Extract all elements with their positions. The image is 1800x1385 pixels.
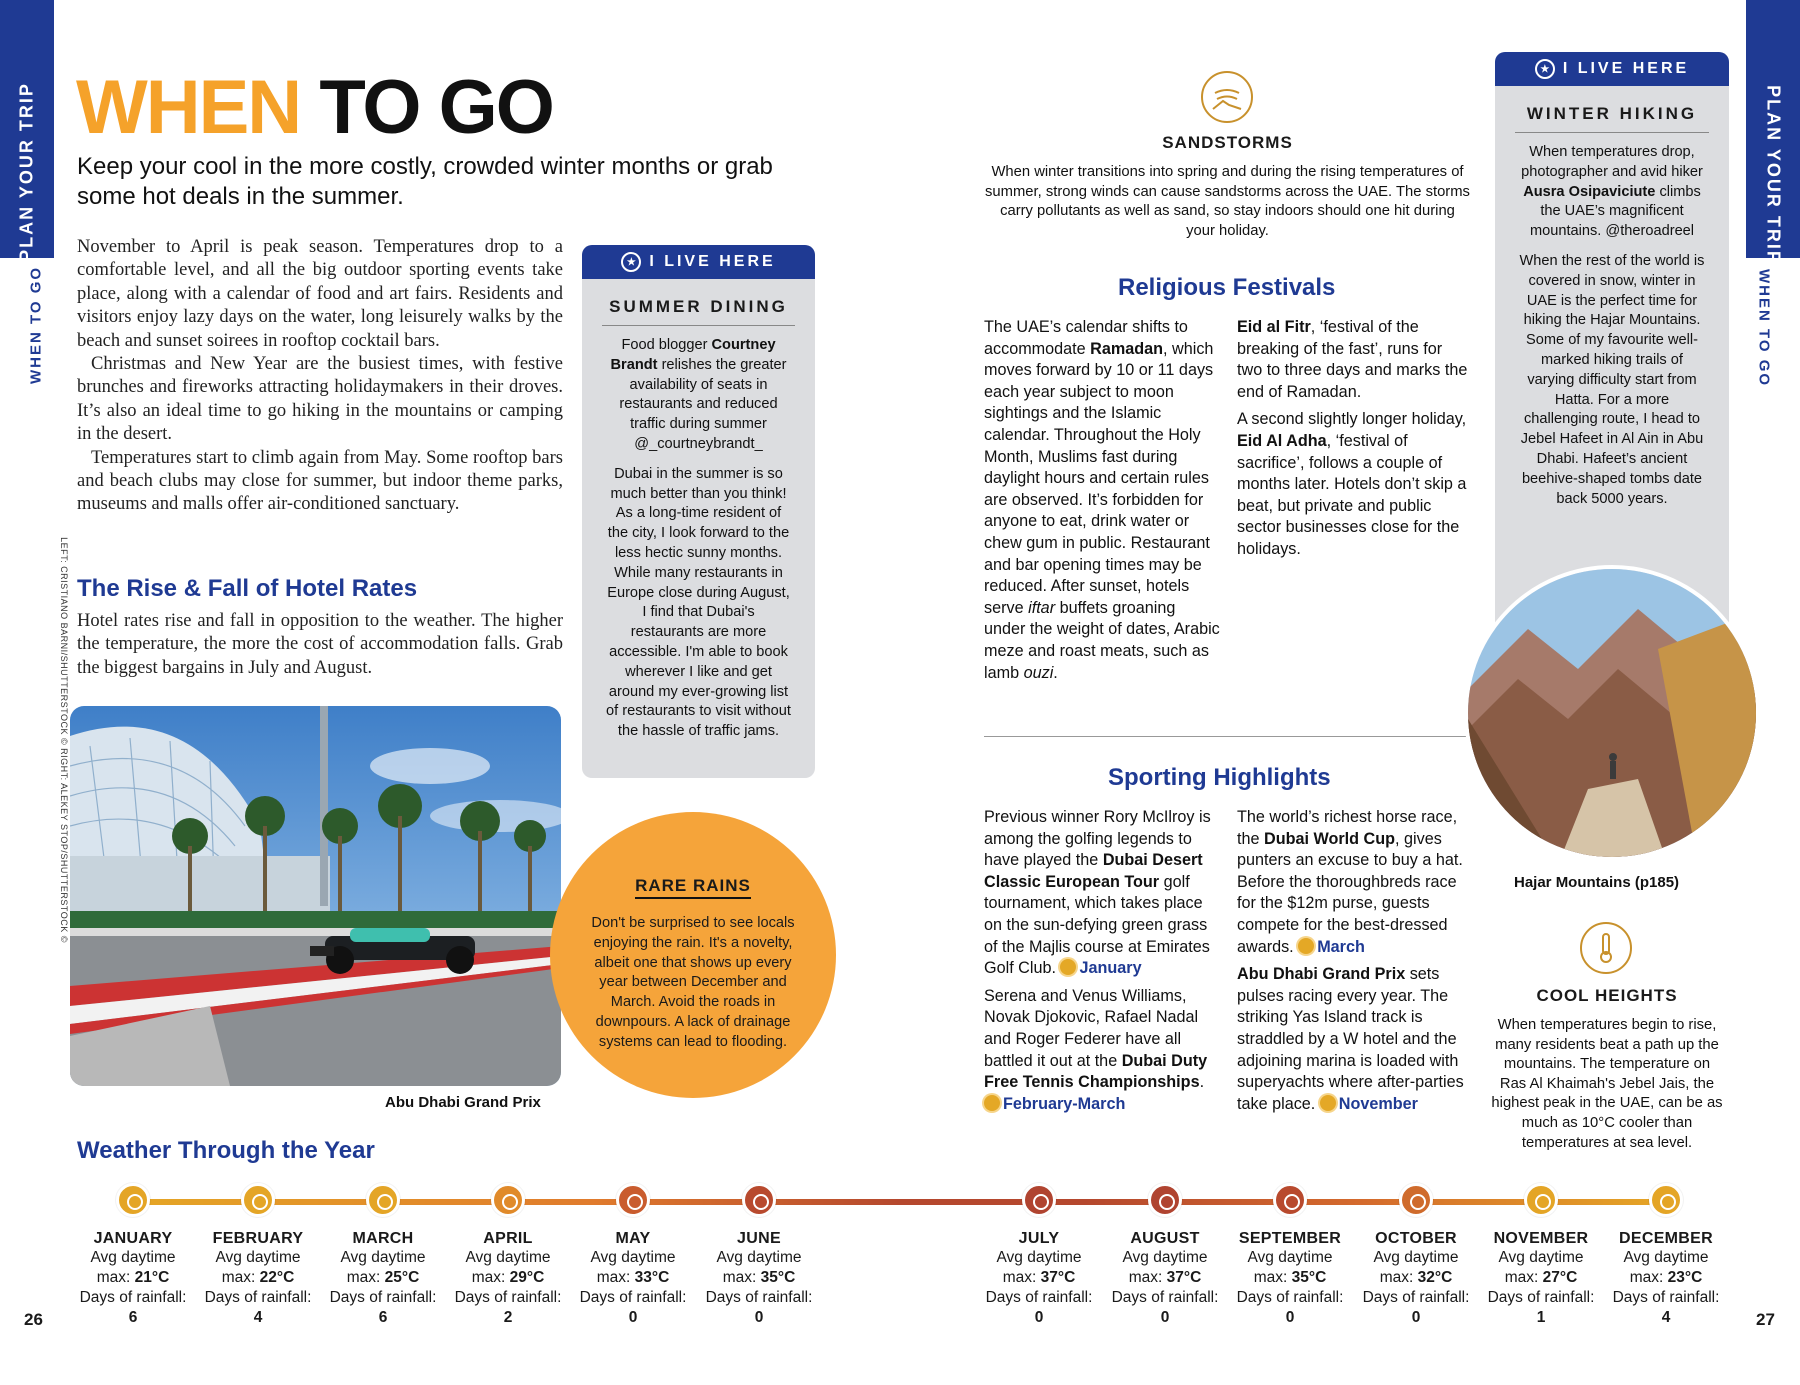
avg-daytime-label: Avg daytime	[1247, 1249, 1333, 1266]
weather-month	[573, 1183, 693, 1328]
eid-al-adha-text-c: , ‘festival of sacrifice’, follows a couple of months later. Hotels don’t skip a beat, but private and public sector businesses close for the holidays.	[1237, 431, 1467, 558]
sporting-col-2	[1237, 807, 1471, 1115]
body-paragraph-1: November to April is peak season. Temperatures drop to a comfortable level, and all the big outdoor sporting events take place, along with a calendar of food and art fairs. Residents and visitors enjoy lazy days on the water, long leisurely walks by the beach and sunset soirees in rooftop cocktail bars.	[77, 237, 563, 351]
title-to-go: TO GO	[319, 65, 553, 150]
photo-credit: LEFT: CRISTIANO BARNI/SHUTTERSTOCK © RIGHT: ALEKEY STOP/SHUTTERSTOCK ©	[59, 537, 69, 943]
world-cup-name: Dubai World Cup	[1264, 829, 1396, 848]
winter-hiking-photographer-name: Ausra Osipaviciute	[1523, 183, 1656, 200]
eid-al-fitr-text: , ‘festival of the breaking of the fast’, runs for two to three days and marks the end of Ramadan.	[1237, 318, 1468, 401]
page-title	[76, 65, 553, 150]
religious-festivals-heading: Religious Festivals	[1118, 274, 1336, 301]
sporting-highlights-heading: Sporting Highlights	[1108, 764, 1331, 791]
max-value: 23°C	[1667, 1269, 1703, 1286]
rainfall-label: Days of rainfall:	[985, 1289, 1093, 1306]
cool-heights-title: COOL HEIGHTS	[1536, 986, 1678, 1005]
rainfall-label: Days of rainfall:	[1487, 1289, 1595, 1306]
hotel-rates-text: Hotel rates rise and fall in opposition to the weather. The higher the temperature, the more the cost of accommodation falls. Grab the biggest bargains in July and August.	[77, 611, 563, 678]
sun-icon	[1649, 1183, 1683, 1217]
hajar-mountains-photo	[1464, 565, 1760, 861]
intro-text: Keep your cool in the more costly, crowded winter months or grab some hot deals in the summer.	[77, 153, 773, 210]
grand-prix-when	[1320, 1095, 1418, 1113]
rainfall-label: Days of rainfall:	[1111, 1289, 1219, 1306]
max-temp	[323, 1268, 443, 1288]
sporting-col-1	[984, 807, 1220, 1115]
max-label: max:	[722, 1269, 761, 1286]
ouzi-term: ouzi	[1023, 663, 1054, 682]
avg-daytime-label: Avg daytime	[1623, 1249, 1709, 1266]
month-name: NOVEMBER	[1493, 1230, 1589, 1247]
sun-icon	[1022, 1183, 1056, 1217]
max-temp	[573, 1268, 693, 1288]
sun-icon	[241, 1183, 275, 1217]
sun-icon	[1320, 1095, 1336, 1111]
page-number-right: 27	[1756, 1310, 1775, 1329]
eid-al-adha-term: Eid Al Adha	[1237, 431, 1327, 450]
max-value: 22°C	[259, 1269, 295, 1286]
max-label: max:	[221, 1269, 260, 1286]
grand-prix-paragraph	[1237, 964, 1471, 1115]
winter-hiking-intro-post: climbs the UAE’s magnificent mountains. @theroadreel	[1529, 183, 1701, 240]
iftar-term: iftar	[1028, 598, 1056, 617]
horse-when	[1298, 938, 1365, 956]
tennis-event-name: Dubai Duty Free Tennis Championships	[984, 1051, 1208, 1092]
max-temp	[1481, 1268, 1601, 1288]
tennis-when	[984, 1095, 1125, 1113]
max-temp	[1356, 1268, 1476, 1288]
max-label: max:	[1504, 1269, 1543, 1286]
rainfall-label: Days of rainfall:	[79, 1289, 187, 1306]
rainfall-days: 0	[628, 1309, 638, 1326]
max-label: max:	[346, 1269, 385, 1286]
grand-prix-photo	[70, 706, 561, 1086]
sun-icon	[1060, 959, 1076, 975]
rainfall-label: Days of rainfall:	[1236, 1289, 1344, 1306]
weather-month	[979, 1183, 1099, 1328]
winter-hiking-intro	[1517, 143, 1707, 242]
max-temp	[979, 1268, 1099, 1288]
golf-text-c: golf tournament, which takes place on the sun-defying green grass of the Majlis course at Emirates Golf Club.	[984, 872, 1210, 978]
rainfall-days: 1	[1536, 1309, 1546, 1326]
tennis-text-c: .	[1199, 1073, 1205, 1092]
month-name: FEBRUARY	[212, 1230, 304, 1247]
side-tab-right	[1746, 0, 1800, 265]
side-sub-left: WHEN TO GO	[27, 265, 45, 385]
max-label: max:	[596, 1269, 635, 1286]
horse-race-paragraph	[1237, 807, 1471, 958]
max-value: 29°C	[509, 1269, 545, 1286]
religious-text-e: buffets groaning under the weight of dates, Arabic meze and roast meats, such as lamb	[984, 598, 1220, 682]
summer-dining-intro	[604, 336, 793, 455]
max-temp	[1105, 1268, 1225, 1288]
rainfall-days: 0	[1285, 1309, 1295, 1326]
golf-event-name: Dubai Desert Classic European Tour	[984, 851, 1203, 891]
eid-al-fitr-paragraph	[1237, 317, 1471, 403]
max-value: 25°C	[384, 1269, 420, 1286]
summer-dining-header	[582, 245, 815, 279]
page-number-left: 26	[24, 1310, 43, 1329]
rare-rains-title-text: RARE RAINS	[635, 876, 751, 899]
winter-hiking-header	[1495, 52, 1729, 86]
body-text	[77, 236, 563, 517]
mountains-illustration	[1468, 569, 1760, 861]
avg-daytime-label: Avg daytime	[1373, 1249, 1459, 1266]
max-value: 21°C	[134, 1269, 170, 1286]
location-pin-icon: ★	[1535, 59, 1555, 79]
tennis-text-a: Serena and Venus Williams, Novak Djokovic, Rafael Nadal and Roger Federer have all battled it out at the	[984, 986, 1199, 1070]
sun-icon	[366, 1183, 400, 1217]
sandstorms-text: When winter transitions into spring and during the rising temperatures of summer, strong winds can cause sandstorms across the UAE. The storms carry pollutants as well as sand, so stay indoors should one hit during your holiday.	[985, 164, 1470, 239]
sun-icon	[742, 1183, 776, 1217]
golf-text-a: Previous winner Rory McIlroy is among the golfing legends to have played the	[984, 808, 1211, 870]
body-paragraph-2: Christmas and New Year are the busiest times, with festive brunches and fireworks attracting holidaymakers in their droves. It’s also an ideal time to go hiking in the mountains or camping in the desert.	[77, 354, 563, 445]
grand-prix-text: sets pulses racing every year. The striking Yas Island track is straddled by a W hotel and the adjoining marina is loaded with superyachts where after-parties take place.	[1237, 965, 1464, 1113]
summer-dining-quote: Dubai in the summer is so much better than you think! As a long-time resident of the city, I look forward to the less hectic sunny months. While many restaurants in Europe close during August, I find that Dubai's restaurants are more accessible. I'm able to book wherever I like and get around my ever-growing list of restaurants to visit without the hassle of traffic jams.	[606, 465, 791, 740]
month-name: MARCH	[352, 1230, 414, 1247]
section-divider	[984, 736, 1472, 737]
max-label: max:	[1128, 1269, 1167, 1286]
winter-hiking-title: WINTER HIKING	[1515, 104, 1709, 133]
golf-when	[1060, 959, 1141, 977]
weather-month	[1356, 1183, 1476, 1328]
eid-al-adha-text-a: A second slightly longer holiday,	[1237, 410, 1467, 429]
cool-heights-text: When temperatures begin to rise, many residents beat a path up the mountains. The temperature on Ras Al Khaimah's Jebel Jais, the highest peak in the UAE, can be as much as 10°C cooler than temperatures at sea level.	[1491, 1017, 1723, 1151]
max-temp	[448, 1268, 568, 1288]
max-value: 37°C	[1040, 1269, 1076, 1286]
golf-paragraph	[984, 807, 1220, 980]
title-when: WHEN	[76, 65, 301, 150]
max-temp	[1606, 1268, 1726, 1288]
religious-text-a: The UAE’s calendar shifts to accommodate	[984, 318, 1188, 358]
weather-month	[323, 1183, 443, 1328]
hajar-mountains-caption: Hajar Mountains (p185)	[1514, 874, 1680, 891]
winter-hiking-quote: When the rest of the world is covered in snow, winter in UAE is the perfect time for hiking the Hajar Mountains. Some of my favourite well-marked hiking trails of varying difficulty start from Hatta. For a more challenging route, I head to Jebel Hafeet in Al Ain in Abu Dhabi. Hafeet’s ancient beehive-shaped tombs date back 5000 years.	[1519, 252, 1705, 507]
religious-col-1	[984, 317, 1220, 684]
summer-dining-title: SUMMER DINING	[602, 297, 795, 326]
rainfall-label: Days of rainfall:	[454, 1289, 562, 1306]
max-label: max:	[96, 1269, 135, 1286]
avg-daytime-label: Avg daytime	[215, 1249, 301, 1266]
max-temp	[1230, 1268, 1350, 1288]
rainfall-label: Days of rainfall:	[329, 1289, 437, 1306]
sun-icon	[116, 1183, 150, 1217]
rainfall-days: 2	[503, 1309, 513, 1326]
location-pin-icon: ★	[621, 252, 641, 272]
max-temp	[73, 1268, 193, 1288]
max-value: 32°C	[1417, 1269, 1453, 1286]
month-name: SEPTEMBER	[1238, 1230, 1342, 1247]
month-name: JUNE	[737, 1230, 781, 1247]
month-name: AUGUST	[1130, 1230, 1200, 1247]
hotel-rates-heading: The Rise & Fall of Hotel Rates	[77, 575, 418, 602]
rainfall-days: 6	[128, 1309, 138, 1326]
max-value: 35°C	[760, 1269, 796, 1286]
side-sub-right: WHEN TO GO	[1755, 268, 1773, 388]
rainfall-days: 0	[1034, 1309, 1044, 1326]
rainfall-label: Days of rainfall:	[1612, 1289, 1720, 1306]
month-name: OCTOBER	[1375, 1230, 1457, 1247]
sandstorm-icon-glyph	[1203, 73, 1251, 121]
avg-daytime-label: Avg daytime	[340, 1249, 426, 1266]
max-temp	[699, 1268, 819, 1288]
rainfall-label: Days of rainfall:	[1362, 1289, 1470, 1306]
max-label: max:	[1002, 1269, 1041, 1286]
avg-daytime-label: Avg daytime	[716, 1249, 802, 1266]
ramadan-term: Ramadan	[1090, 339, 1164, 358]
avg-daytime-label: Avg daytime	[1498, 1249, 1584, 1266]
rainfall-label: Days of rainfall:	[579, 1289, 687, 1306]
summer-dining-intro-post: relishes the greater availability of seats in restaurants and reduced traffic during summer @_courtneybrandt_	[619, 356, 787, 452]
weather-month	[198, 1183, 318, 1328]
winter-hiking-header-label: I LIVE HERE	[1562, 60, 1690, 77]
weather-month	[1105, 1183, 1225, 1328]
month-name: JULY	[1018, 1230, 1060, 1247]
eid-al-adha-paragraph	[1237, 409, 1471, 560]
side-tab-left-label: PLAN YOUR TRIP	[16, 82, 37, 262]
avg-daytime-label: Avg daytime	[1122, 1249, 1208, 1266]
thermometer-icon-glyph	[1582, 924, 1630, 972]
summer-dining-box	[582, 245, 815, 778]
religious-ramadan-paragraph	[984, 317, 1220, 684]
month-name: DECEMBER	[1619, 1230, 1713, 1247]
weather-month	[73, 1183, 193, 1328]
grand-prix-caption: Abu Dhabi Grand Prix	[385, 1094, 541, 1111]
avg-daytime-label: Avg daytime	[90, 1249, 176, 1266]
thermometer-icon	[1580, 922, 1632, 974]
rare-rains-circle	[550, 812, 836, 1098]
max-label: max:	[1253, 1269, 1292, 1286]
weather-month	[699, 1183, 819, 1328]
tennis-paragraph	[984, 986, 1220, 1116]
horse-text-c: , gives punters an excuse to buy a hat. Before the thoroughbreds race for the $12m purse, guests compete for the best-dressed awards.	[1237, 829, 1463, 956]
month-name: APRIL	[483, 1230, 533, 1247]
body-paragraph-3: Temperatures start to climb again from May. Some rooftop bars and beach clubs may close for summer, but indoor theme parks, museums and malls offer air-conditioned sanctuary.	[77, 447, 563, 515]
avg-daytime-label: Avg daytime	[996, 1249, 1082, 1266]
horse-month: March	[1317, 937, 1365, 956]
max-value: 33°C	[634, 1269, 670, 1286]
max-value: 27°C	[1542, 1269, 1578, 1286]
rare-rains-text: Don't be surprised to see locals enjoying the rain. It's a novelty, albeit one that shows up every year between December and March. Avoid the roads in downpours. A lack of drainage systems can lead to flooding.	[591, 915, 795, 1050]
rare-rains-title	[550, 876, 836, 896]
rainfall-days: 4	[1661, 1309, 1671, 1326]
sandstorm-icon	[1201, 71, 1253, 123]
winter-hiking-box	[1495, 52, 1729, 650]
max-value: 37°C	[1166, 1269, 1202, 1286]
sun-icon	[984, 1095, 1000, 1111]
side-tab-right-label: PLAN YOUR TRIP	[1763, 85, 1784, 265]
sun-icon	[1298, 938, 1314, 954]
religious-text-g: .	[1053, 663, 1058, 682]
rainfall-label: Days of rainfall:	[204, 1289, 312, 1306]
max-value: 35°C	[1291, 1269, 1327, 1286]
month-name: MAY	[615, 1230, 651, 1247]
rainfall-days: 4	[253, 1309, 263, 1326]
religious-col-2	[1237, 317, 1471, 561]
rainfall-days: 0	[1411, 1309, 1421, 1326]
max-temp	[198, 1268, 318, 1288]
sun-icon	[1273, 1183, 1307, 1217]
month-name: JANUARY	[93, 1230, 173, 1247]
horse-text-a: The world’s richest horse race, the	[1237, 808, 1458, 848]
weather-month	[1230, 1183, 1350, 1328]
rainfall-days: 6	[378, 1309, 388, 1326]
weather-month	[448, 1183, 568, 1328]
summer-dining-blogger-name: Courtney Brandt	[610, 337, 776, 373]
grand-prix-illustration	[70, 706, 561, 1086]
religious-text-c: , which moves forward by 10 or 11 days each year subject to moon sightings and the Islamic calendar. Throughout the Holy Month, Muslims fast during daylight hours and certain rules are observed. It’s forbidden for anyone to eat, drink water or chew gum in public. Restaurant and bar opening times may be reduced. After sunset, hotels serve	[984, 339, 1214, 617]
golf-month: January	[1079, 959, 1142, 978]
max-label: max:	[1379, 1269, 1418, 1286]
rainfall-days: 0	[1160, 1309, 1170, 1326]
sun-icon	[616, 1183, 650, 1217]
rainfall-label: Days of rainfall:	[705, 1289, 813, 1306]
side-tab-left	[0, 0, 54, 262]
weather-month	[1481, 1183, 1601, 1328]
avg-daytime-label: Avg daytime	[465, 1249, 551, 1266]
max-label: max:	[1629, 1269, 1668, 1286]
grand-prix-name: Abu Dhabi Grand Prix	[1237, 965, 1406, 984]
summer-dining-intro-pre: Food blogger	[621, 337, 712, 353]
weather-heading: Weather Through the Year	[77, 1137, 375, 1164]
eid-al-fitr-term: Eid al Fitr	[1237, 318, 1311, 336]
sun-icon	[1524, 1183, 1558, 1217]
tennis-months: February-March	[1003, 1094, 1126, 1113]
sun-icon	[1148, 1183, 1182, 1217]
sun-icon	[1399, 1183, 1433, 1217]
rainfall-days: 0	[754, 1309, 764, 1326]
max-label: max:	[471, 1269, 510, 1286]
grand-prix-month: November	[1338, 1094, 1418, 1113]
sun-icon	[491, 1183, 525, 1217]
winter-hiking-intro-pre: When temperatures drop, photographer and avid hiker	[1521, 144, 1703, 180]
summer-dining-header-label: I LIVE HERE	[649, 253, 776, 270]
weather-month	[1606, 1183, 1726, 1328]
avg-daytime-label: Avg daytime	[590, 1249, 676, 1266]
sandstorms-title: SANDSTORMS	[1162, 133, 1293, 152]
